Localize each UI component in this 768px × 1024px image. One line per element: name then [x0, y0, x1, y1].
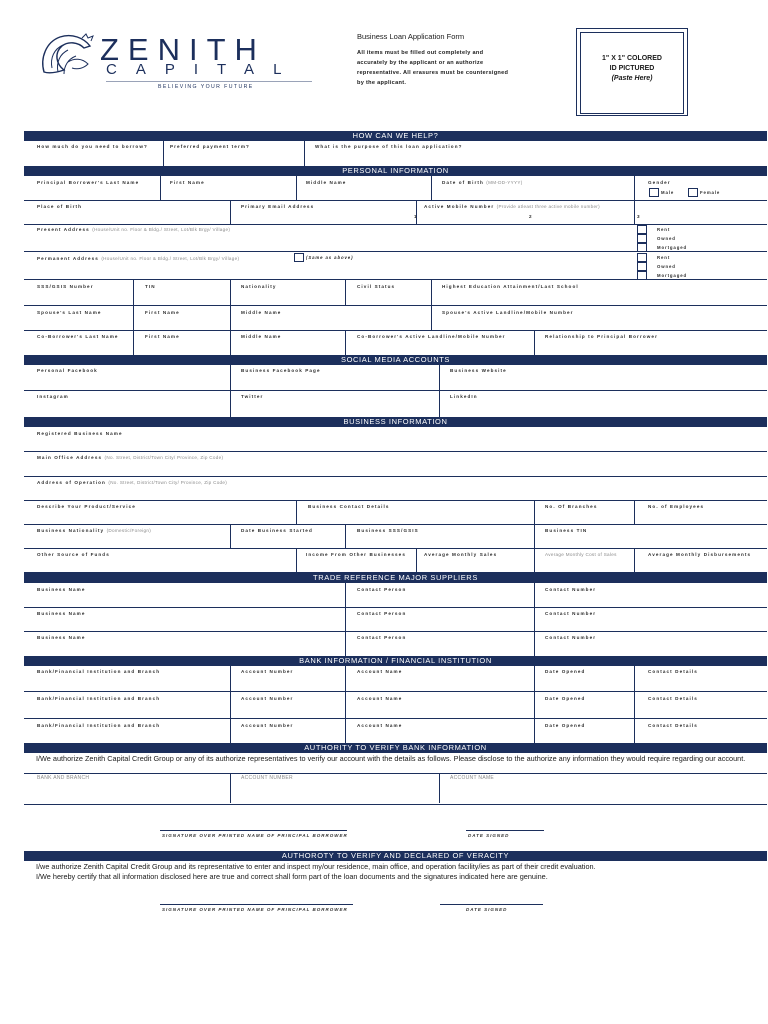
- last-name-label: Principal Borrower's Last Name: [37, 180, 140, 185]
- authority-date-label: DATE SIGNED: [468, 833, 510, 838]
- permanent-mortgaged-label: Mortgaged: [657, 273, 688, 278]
- trade-3-contact-number-label: Contact Number: [545, 635, 597, 640]
- first-name-label: First Name: [170, 180, 205, 185]
- spouse-first-name-label: First Name: [145, 310, 180, 315]
- present-rent-checkbox[interactable]: [637, 225, 647, 234]
- bank-1-account-number-label: Account Number: [241, 669, 294, 674]
- bank-3-date-opened-label: Date Opened: [545, 723, 586, 728]
- tin-label: TIN: [145, 284, 156, 289]
- sss-label: SSS/GSIS Number: [37, 284, 94, 289]
- trade-1-contact-number-label: Contact Number: [545, 587, 597, 592]
- nationality-label: Nationality: [241, 284, 277, 289]
- permanent-rent-label: Rent: [657, 255, 671, 260]
- female-checkbox[interactable]: [688, 188, 698, 197]
- main-office-label: Main Office Address (No. Street, District/Town City/ Province, Zip Code): [37, 455, 224, 460]
- trade-1-business-label: Business Name: [37, 587, 86, 592]
- bank-3-institution-label: Bank/Financial Institution and Branch: [37, 723, 161, 728]
- instagram-label: Instagram: [37, 394, 69, 399]
- present-owned-checkbox[interactable]: [637, 234, 647, 243]
- spouse-middle-name-label: Middle Name: [241, 310, 282, 315]
- tagline-rule: [106, 81, 312, 82]
- permanent-rent-checkbox[interactable]: [637, 253, 647, 262]
- veracity-signature-label: SIGNATURE OVER PRINTED NAME OF PRINCIPAL BORROWER: [162, 907, 348, 912]
- avg-sales-label: Average Monthly Sales: [424, 552, 498, 557]
- bank-2-account-name-label: Account Name: [357, 696, 403, 701]
- mobile-2-label: 2: [529, 214, 533, 219]
- account-name-label: ACCOUNT NAME: [450, 775, 495, 781]
- date-started-label: Date Business Started: [241, 528, 313, 533]
- authority-date-line[interactable]: [466, 830, 544, 831]
- present-address-label: Present Address (House/Unit no. Floor & Bldg./ Street, Lot/Blk Brgy/ Village): [37, 227, 231, 232]
- business-sss-label: Business SSS/GSIS: [357, 528, 419, 533]
- bank-2-date-opened-label: Date Opened: [545, 696, 586, 701]
- present-rent-label: Rent: [657, 227, 671, 232]
- bank-1-institution-label: Bank/Financial Institution and Branch: [37, 669, 161, 674]
- bank-1-contact-label: Contact Details: [648, 669, 698, 674]
- gender-label: Gender: [648, 180, 671, 185]
- spouse-last-name-label: Spouse's Last Name: [37, 310, 102, 315]
- other-sources-label: Other Source of Funds: [37, 552, 110, 557]
- co-middle-name-label: Middle Name: [241, 334, 282, 339]
- avg-expenses-label: Average Monthly Disbursements: [648, 552, 752, 557]
- linkedin-label: LinkedIn: [450, 394, 478, 399]
- section-veracity-header: AUTHOROTY TO VERIFY AND DECLARED OF VERACITY: [24, 851, 767, 861]
- permanent-owned-label: Owned: [657, 264, 676, 269]
- trade-2-contact-person-label: Contact Person: [357, 611, 407, 616]
- bank-3-account-number-label: Account Number: [241, 723, 294, 728]
- section-bank-header: BANK INFORMATION / FINANCIAL INSTITUTION: [24, 656, 767, 666]
- middle-name-label: Middle Name: [306, 180, 347, 185]
- company-logo: [38, 32, 98, 84]
- same-as-above-label: (Same as above): [306, 255, 354, 260]
- brand-name-line1: ZENITH: [100, 32, 266, 67]
- branches-label: No. Of Branches: [545, 504, 598, 509]
- female-label: Female: [700, 190, 721, 195]
- authority-signature-line[interactable]: [160, 830, 347, 831]
- section-social-header: SOCIAL MEDIA ACCOUNTS: [24, 355, 767, 365]
- bank-2-institution-label: Bank/Financial Institution and Branch: [37, 696, 161, 701]
- trade-2-contact-number-label: Contact Number: [545, 611, 597, 616]
- birth-place-label: Place of Birth: [37, 204, 83, 209]
- operation-address-label: Address of Operation (No. Street, District/Town City/ Province, Zip Code): [37, 480, 228, 485]
- present-owned-label: Owned: [657, 236, 676, 241]
- form-instructions: All items must be filled out completely and accurately by the applicant or an authorize representative. All erasures must be countersigned by the applicant.: [357, 50, 509, 86]
- veracity-date-line[interactable]: [440, 904, 543, 905]
- bank-3-account-name-label: Account Name: [357, 723, 403, 728]
- spouse-mobile-label: Spouse's Active Landline/Mobile Number: [442, 310, 574, 315]
- authority-text: I/We authorize Zenith Capital Credit Group or any of its authorize representatives to verify our account with the details as follows. Please disclose to the authorize any information they would require regarding our account.: [36, 754, 746, 763]
- business-nationality-label: Business Nationality (Domestic/Foreign): [37, 528, 152, 533]
- veracity-line1: I/we authorize Zenith Capital Credit Group and its representative to enter and inspect my/our residence, main office, and operation facility/ies as part of their credit evaluation.: [36, 862, 596, 871]
- products-label: Describe Your Product/Service: [37, 504, 136, 509]
- bank-3-contact-label: Contact Details: [648, 723, 698, 728]
- business-website-label: Business Website: [450, 368, 507, 373]
- mobile-label: Active Mobile Number (Provide atleast three active mobile number): [424, 204, 600, 209]
- bank-branch-label: BANK AND BRANCH: [37, 775, 90, 781]
- section-authority-header: AUTHORITY TO VERIFY BANK INFORMATION: [24, 743, 767, 753]
- present-mortgaged-label: Mortgaged: [657, 245, 688, 250]
- section-business-header: BUSINESS INFORMATION: [24, 417, 767, 427]
- section-personal-header: PERSONAL INFORMATION: [24, 166, 767, 176]
- avg-cost-label: Average Monthly Cost of Sales: [545, 552, 617, 557]
- business-facebook-label: Business Facebook Page: [241, 368, 321, 373]
- brand-tagline: BELIEVING YOUR FUTURE: [158, 84, 254, 90]
- trade-2-business-label: Business Name: [37, 611, 86, 616]
- email-label: Primary Email Address: [241, 204, 315, 209]
- account-number-label: ACCOUNT NUMBER: [241, 775, 293, 781]
- same-as-above-checkbox[interactable]: [294, 253, 304, 262]
- veracity-date-label: DATE SIGNED: [466, 907, 508, 912]
- bank-1-account-name-label: Account Name: [357, 669, 403, 674]
- mobile-1-label: 1: [414, 214, 418, 219]
- form-title: Business Loan Application Form: [357, 32, 465, 41]
- male-checkbox[interactable]: [649, 188, 659, 197]
- business-tin-label: Business TIN: [545, 528, 588, 533]
- trade-3-business-label: Business Name: [37, 635, 86, 640]
- dob-label: Date of Birth (MM-DD-YYYY): [442, 180, 523, 185]
- mobile-3-label: 3: [637, 214, 641, 219]
- employees-label: No. of Employees: [648, 504, 705, 509]
- photo-box-line3: (Paste Here): [611, 75, 653, 82]
- loan-purpose-label: What is the purpose of this loan application?: [315, 144, 463, 149]
- male-label: Male: [661, 190, 675, 195]
- civil-status-label: Civil Status: [357, 284, 396, 289]
- photo-box[interactable]: [576, 28, 688, 116]
- veracity-line2: I/We hereby certify that all information disclosed here are true and correct shall form part of the loan documents and the signatures indicated here are genuine.: [36, 872, 548, 881]
- twitter-label: Twitter: [241, 394, 264, 399]
- permanent-owned-checkbox[interactable]: [637, 262, 647, 271]
- co-first-name-label: First Name: [145, 334, 180, 339]
- photo-box-line2: ID PICTURED: [609, 65, 655, 72]
- section-help-header: HOW CAN WE HELP?: [24, 131, 767, 141]
- payment-term-label: Preferred payment term?: [170, 144, 250, 149]
- education-label: Highest Education Attainment/Last School: [442, 284, 579, 289]
- loan-amount-label: How much do you need to borrow?: [37, 144, 148, 149]
- co-mobile-label: Co-Borrower's Active Landline/Mobile Number: [357, 334, 506, 339]
- other-income-label: Income From Other Businesses: [306, 552, 406, 557]
- co-last-name-label: Co-Borrower's Last Name: [37, 334, 119, 339]
- photo-box-line1: 1" X 1" COLORED: [602, 55, 662, 62]
- authority-signature-label: SIGNATURE OVER PRINTED NAME OF PRINCIPAL BORROWER: [162, 833, 348, 838]
- trade-1-contact-person-label: Contact Person: [357, 587, 407, 592]
- brand-name-line2: CAPITAL: [106, 61, 301, 78]
- business-contact-label: Business Contact Details: [308, 504, 390, 509]
- veracity-signature-line[interactable]: [160, 904, 353, 905]
- personal-facebook-label: Personal Facebook: [37, 368, 98, 373]
- lion-emblem-icon: [38, 32, 98, 84]
- bank-2-account-number-label: Account Number: [241, 696, 294, 701]
- bank-2-contact-label: Contact Details: [648, 696, 698, 701]
- relationship-label: Relationship to Principal Borrower: [545, 334, 658, 339]
- section-trade-header: TRADE REFERENCE MAJOR SUPPLIERS: [24, 573, 767, 583]
- bank-1-date-opened-label: Date Opened: [545, 669, 586, 674]
- trade-3-contact-person-label: Contact Person: [357, 635, 407, 640]
- permanent-address-label: Permanent Address (House/Unit no. Floor & Bldg./ Street, Lot/Blk Brgy/ Village): [37, 256, 240, 261]
- registered-name-label: Registered Business Name: [37, 431, 123, 436]
